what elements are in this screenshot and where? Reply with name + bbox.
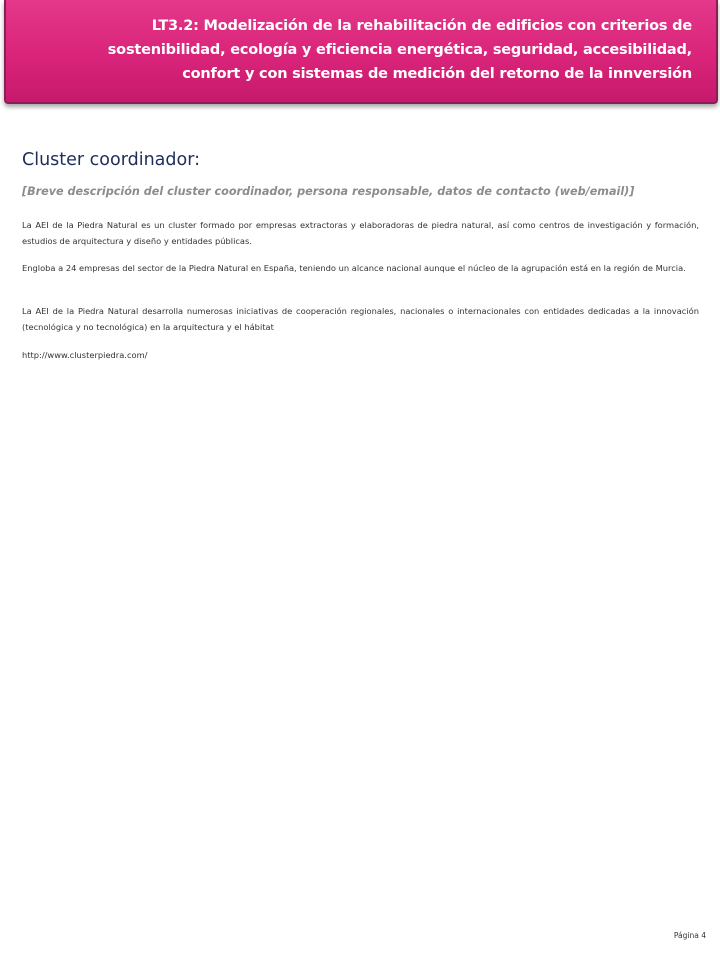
header-banner (4, 0, 718, 104)
header-title: LT3.2: Modelización de la rehabilitación de edificios con criterios de sostenibilidad, ecología y eficiencia energética, seguridad, accesibilidad, confort y con sistemas de medición del retorno de la innversión (107, 18, 692, 82)
paragraph-cluster-members: Engloba a 24 empresas del sector de la Piedra Natural en España, teniendo un alcance nacional aunque el núcleo de la agrupación está en la región de Murcia. (22, 263, 686, 273)
cluster-website-link[interactable]: http://www.clusterpiedra.com/ (22, 350, 148, 360)
page-number: Página 4 (673, 931, 706, 940)
paragraph-cluster-initiatives: La AEI de la Piedra Natural desarrolla numerosas iniciativas de cooperación regionales, nacionales o internacionales con entidades dedicadas a la innovación (tecnológica y no tecnológica) en la arquitectura y el hábitat (22, 306, 699, 332)
section-subtitle: [Breve descripción del cluster coordinador, persona responsable, datos de contacto (web/email)] (22, 185, 635, 198)
paragraph-cluster-description: La AEI de la Piedra Natural es un cluster formado por empresas extractoras y elaboradoras de piedra natural, así como centros de investigación y formación, estudios de arquitectura y diseño y entidades públicas. (22, 220, 699, 246)
section-title: Cluster coordinador: (22, 150, 200, 170)
